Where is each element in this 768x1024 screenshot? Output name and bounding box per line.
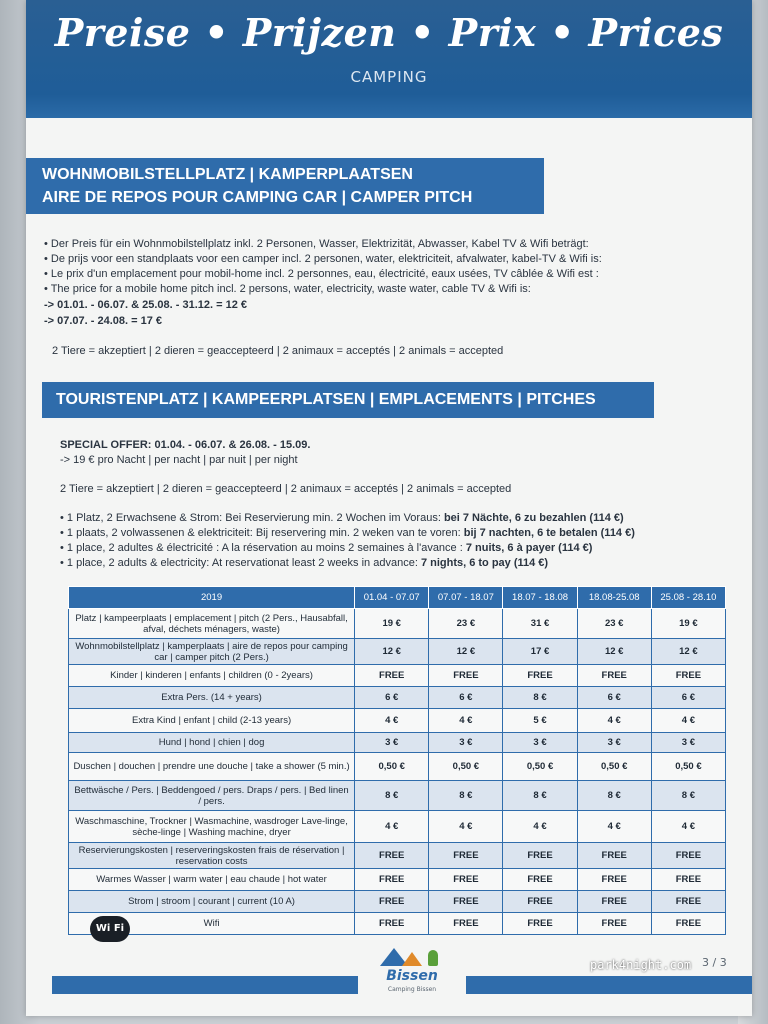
table-header-cell: 25.08 - 28.10 [651,587,725,609]
footer-bar [466,976,752,994]
special-price: -> 19 € pro Nacht | per nacht | par nuit | per night [60,454,298,466]
row-description: Wifi [69,913,355,935]
table-row [69,609,726,639]
price-cell: 0,50 € [651,753,725,781]
price-cell: FREE [651,869,725,891]
row-description: Duschen | douchen | prendre une douche | take a shower (5 min.) [69,753,355,781]
price-sheet [26,0,752,1016]
price-cell: 8 € [503,687,577,709]
price-cell: 0,50 € [355,753,429,781]
price-cell: FREE [429,913,503,935]
price-cell: 8 € [355,781,429,811]
table-row [69,687,726,709]
row-description: Extra Pers. (14 + years) [69,687,355,709]
camping-logo [362,948,462,1004]
info-line: • Der Preis für ein Wohnmobilstellplatz inkl. 2 Personen, Wasser, Elektrizität, Abwasser, Kabel TV & Wifi beträgt: [44,238,589,250]
table-row [69,639,726,665]
price-cell: 4 € [355,811,429,843]
price-cell: 5 € [503,709,577,733]
price-cell: FREE [429,843,503,869]
row-description: Platz | kampeerplaats | emplacement | pitch (2 Pers., Hausabfall, afval, déchets ménagers, waste) [69,609,355,639]
table-header-cell: 18.08-25.08 [577,587,651,609]
price-cell: 12 € [651,639,725,665]
table-header-cell: 01.04 - 07.07 [355,587,429,609]
table-row [69,781,726,811]
price-cell: 0,50 € [577,753,651,781]
price-cell: FREE [355,869,429,891]
row-description: Warmes Wasser | warm water | eau chaude | hot water [69,869,355,891]
row-description: Extra Kind | enfant | child (2-13 years) [69,709,355,733]
offer-line: • 1 plaats, 2 volwassenen & elektriciteit: Bij reservering min. 2 weken van te voren: bij 7 nachten, 6 te betalen (114 €) [60,527,635,539]
table-header-cell: 07.07 - 18.07 [429,587,503,609]
price-cell: FREE [503,843,577,869]
special-offer: SPECIAL OFFER: 01.04. - 06.07. & 26.08. - 15.09. [60,439,311,451]
price-cell: FREE [429,665,503,687]
price-cell: FREE [355,843,429,869]
price-cell: 19 € [651,609,725,639]
price-cell: 3 € [651,733,725,753]
row-description: Reservierungskosten | reserveringskosten frais de réservation | reservation costs [69,843,355,869]
price-cell: 23 € [577,609,651,639]
table-row [69,665,726,687]
page-subtitle: CAMPING [350,68,428,86]
table-row [69,709,726,733]
row-description: Hund | hond | chien | dog [69,733,355,753]
logo-small-text: Camping Bissen [387,986,437,993]
price-cell: 3 € [577,733,651,753]
price-cell: 17 € [503,639,577,665]
section-heading-pitches [42,382,654,418]
price-cell: 19 € [355,609,429,639]
price-cell: 8 € [429,781,503,811]
price-cell: FREE [503,913,577,935]
price-cell: 12 € [355,639,429,665]
table-row [69,913,726,935]
price-cell: 6 € [429,687,503,709]
price-cell: 6 € [355,687,429,709]
offer-line: • 1 place, 2 adults & electricity: At reservationat least 2 weeks in advance: 7 nights, 6 to pay (114 €) [60,557,549,569]
table-row [69,811,726,843]
section-heading-camper [26,158,544,214]
price-cell: 0,50 € [503,753,577,781]
animals-note: 2 Tiere = akzeptiert | 2 dieren = geaccepteerd | 2 animaux = acceptés | 2 animals = accepted [60,483,512,495]
table-header-row [69,587,726,609]
price-cell: FREE [503,891,577,913]
price-cell: 4 € [429,709,503,733]
table-row [69,753,726,781]
animals-note: 2 Tiere = akzeptiert | 2 dieren = geaccepteerd | 2 animaux = acceptés | 2 animals = accepted [52,345,504,357]
price-cell: 12 € [577,639,651,665]
info-line: • Le prix d'un emplacement pour mobil-home incl. 2 personnes, eau, électricité, eaux usées, TV câblée & Wifi est : [44,268,599,280]
footer-bar [52,976,358,994]
offer-line: • 1 Platz, 2 Erwachsene & Strom: Bei Reservierung min. 2 Wochen im Voraus: bei 7 Nächte, 6 zu bezahlen (114 €) [60,512,624,524]
price-cell: FREE [651,913,725,935]
info-line: • The price for a mobile home pitch incl. 2 persons, water, electricity, waste water, cable TV & Wifi is: [44,283,531,295]
section-heading-line: WOHNMOBILSTELLPLATZ | KAMPERPLAATSEN [42,166,413,183]
price-cell: 4 € [577,709,651,733]
price-cell: FREE [577,665,651,687]
price-cell: 6 € [577,687,651,709]
table-row [69,869,726,891]
table-row [69,843,726,869]
logo-brand: Bissen [386,968,438,984]
price-cell: 3 € [503,733,577,753]
price-cell: FREE [429,891,503,913]
row-description: Strom | stroom | courant | current (10 A) [69,891,355,913]
price-cell: FREE [503,665,577,687]
price-cell: FREE [503,869,577,891]
price-cell: 0,50 € [429,753,503,781]
price-cell: FREE [651,891,725,913]
price-cell: FREE [429,869,503,891]
table-row [69,891,726,913]
price-cell: FREE [355,913,429,935]
price-cell: 3 € [355,733,429,753]
price-cell: FREE [577,891,651,913]
price-cell: 31 € [503,609,577,639]
row-description: Waschmaschine, Trockner | Wasmachine, wasdroger Lave-linge, sèche-linge | Washing machine, dryer [69,811,355,843]
price-cell: FREE [355,665,429,687]
price-cell: 4 € [577,811,651,843]
row-description: Kinder | kinderen | enfants | children (0 - 2years) [69,665,355,687]
price-cell: FREE [651,665,725,687]
page-number: 3 / 3 [702,956,727,969]
tent-icon [402,952,422,966]
offer-line: • 1 place, 2 adultes & électricité : A la réservation au moins 2 semaines à l'avance : 7 nuits, 6 à payer (114 €) [60,542,593,554]
row-description: Bettwäsche / Pers. | Beddengoed / pers. Draps / pers. | Bed linen / pers. [69,781,355,811]
section-heading-line: AIRE DE REPOS POUR CAMPING CAR | CAMPER PITCH [42,189,473,206]
price-table [68,586,726,935]
price-cell: 4 € [503,811,577,843]
price-cell: 4 € [355,709,429,733]
section-heading-line: TOURISTENPLATZ | KAMPEERPLATSEN | EMPLACEMENTS | PITCHES [56,391,596,408]
price-line: -> 01.01. - 06.07. & 25.08. - 31.12. = 12 € [44,299,248,311]
table-row [69,733,726,753]
price-cell: 8 € [577,781,651,811]
price-cell: FREE [577,913,651,935]
tree-icon [428,950,438,966]
price-cell: FREE [577,843,651,869]
price-cell: 8 € [503,781,577,811]
price-cell: FREE [355,891,429,913]
price-cell: 4 € [429,811,503,843]
price-cell: 4 € [651,709,725,733]
price-cell: FREE [577,869,651,891]
wifi-icon: Wi Fi [90,916,130,942]
info-line: • De prijs voor een standplaats voor een camper incl. 2 personen, water, elektriciteit, afvalwater, kabel-TV & Wifi is: [44,253,602,265]
price-cell: 3 € [429,733,503,753]
header-banner [26,0,752,118]
table-header-cell: 18.07 - 18.08 [503,587,577,609]
table-header-cell: 2019 [69,587,355,609]
price-cell: 6 € [651,687,725,709]
price-cell: 23 € [429,609,503,639]
page-title: Preise • Prijzen • Prix • Prices [54,10,724,55]
price-cell: FREE [651,843,725,869]
row-description: Wohnmobilstellplatz | kamperplaats | aire de repos pour camping car | camper pitch (2 Pers.) [69,639,355,665]
watermark: park4night.com [590,958,692,972]
price-line: -> 07.07. - 24.08. = 17 € [44,315,163,327]
price-cell: 12 € [429,639,503,665]
price-cell: 8 € [651,781,725,811]
price-cell: 4 € [651,811,725,843]
